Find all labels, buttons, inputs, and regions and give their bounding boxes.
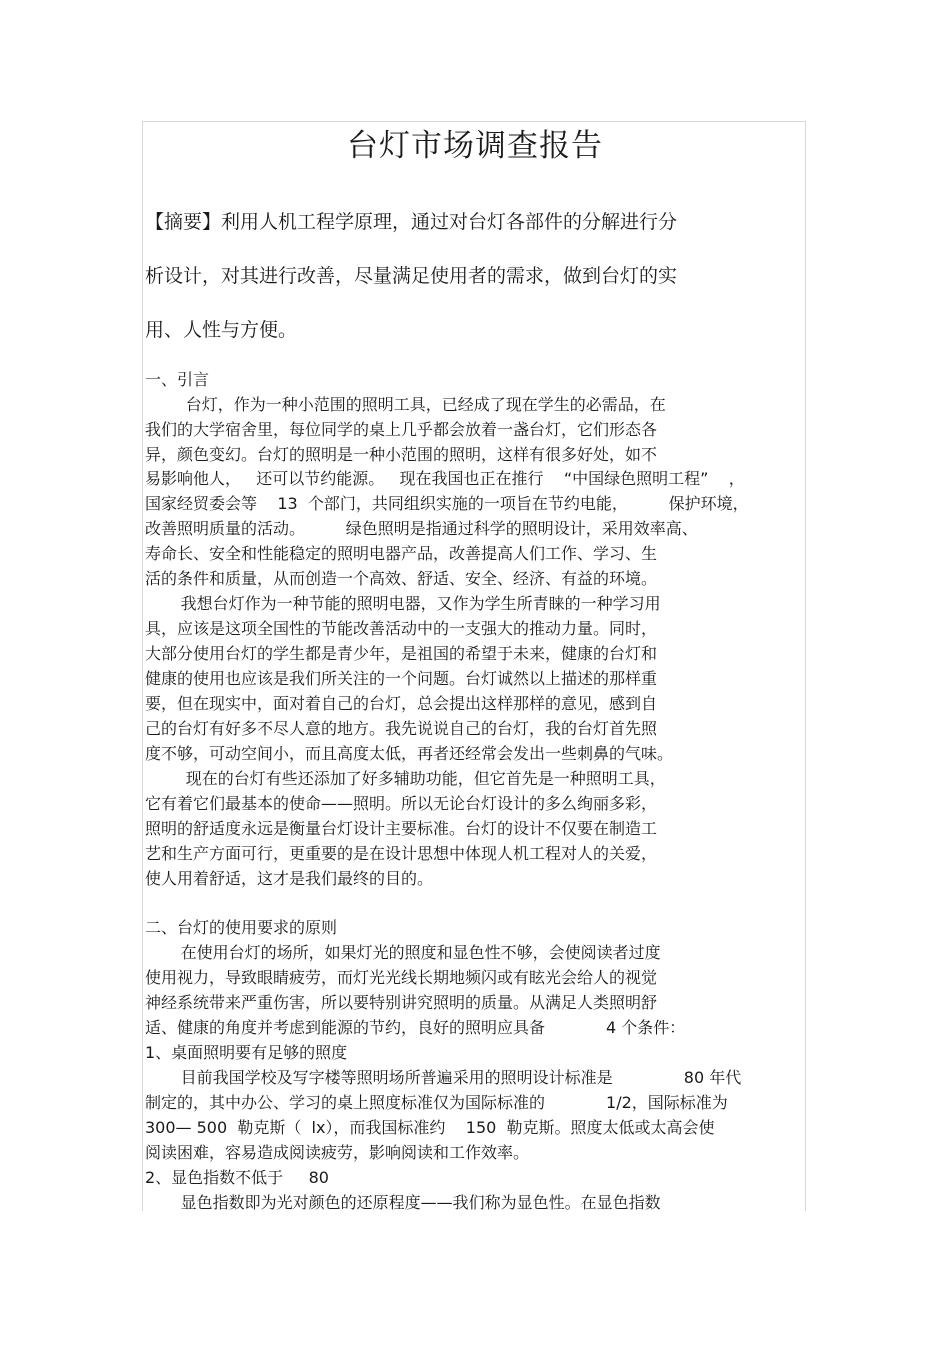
body-line: 使人用着舒适，这才是我们最终的目的。 [145,869,434,888]
body-line: 我想台灯作为一种节能的照明电器，又作为学生所青睐的一种学习用 [145,594,661,613]
body-line: 健康的使用也应该是我们所关注的一个问题。台灯诚然以上描述的那样重 [145,669,658,688]
body-line: 300— 500 勒克斯（ lx），而我国标准约 150 勒克斯。照度太低或太高会使 [145,1118,715,1137]
body-line: 目前我国学校及写字楼等照明场所普遍采用的照明设计标准是 80 年代 [145,1068,742,1087]
body-line: 度不够，可动空间小，而且高度太低，再者还经常会发出一些刺鼻的气味。 [145,744,674,763]
body-line: 神经系统带来严重伤害，所以要特别讲究照明的质量。从满足人类照明舒 [145,993,658,1012]
body-line: 在使用台灯的场所，如果灯光的照度和显色性不够，会使阅读者过度 [145,943,661,962]
abstract-line: 用、人性与方便。 [145,319,298,341]
body-line: 适、健康的角度并考虑到能源的节约，良好的照明应具备 4 个条件： [145,1018,686,1037]
subsection-heading-illuminance: 1、桌面照明要有足够的照度 [145,1043,348,1062]
body-line: 己的台灯有好多不尽人意的地方。我先说说自己的台灯，我的台灯首先照 [145,719,658,738]
body-line: 大部分使用台灯的学生都是青少年，是祖国的希望于未来，健康的台灯和 [145,644,658,663]
abstract-line: 【摘要】利用人机工程学原理，通过对台灯各部件的分解进行分 [145,211,678,233]
abstract [145,195,765,357]
body-line: 寿命长、安全和性能稳定的照明电器产品，改善提高人们工作、学习、生 [145,544,658,563]
body-line: 制定的，其中办公、学习的桌上照度标准仅为国际标准的 1/2，国际标准为 [145,1093,728,1112]
body-line: 艺和生产方面可行，更重要的是在设计思想中体现人机工程对人的关爱， [145,844,658,863]
body-line: 使用视力，导致眼睛疲劳，而灯光光线长期地频闪或有眩光会给人的视觉 [145,968,658,987]
abstract-line: 析设计，对其进行改善，尽量满足使用者的需求，做到台灯的实 [145,265,678,287]
body-line: 活的条件和质量，从而创造一个高效、舒适、安全、经济、有益的环境。 [145,569,658,588]
body-line: 国家经贸委会等 13 个部门，共同组织实施的一项旨在节约电能， 保护环境， [145,494,749,513]
subsection-heading-color-rendering: 2、显色指数不低于 80 [145,1168,329,1187]
section-heading-principles: 二、台灯的使用要求的原则 [145,918,338,937]
body-line: 阅读困难，容易造成阅读疲劳，影响阅读和工作效率。 [145,1143,530,1162]
body-line: 现在的台灯有些还添加了好多辅助功能，但它首先是一种照明工具， [145,769,666,788]
body-line: 它有着它们最基本的使命——照明。所以无论台灯设计的多么绚丽多彩， [145,794,658,813]
body-line: 改善照明质量的活动。 绿色照明是指通过科学的照明设计，采用效率高、 [145,519,698,538]
body-line: 显色指数即为光对颜色的还原程度——我们称为显色性。在显色指数 [145,1193,661,1212]
section-heading-introduction: 一、引言 [145,370,210,389]
body-line: 我们的大学宿舍里，每位同学的桌上几乎都会放着一盏台灯，它们形态各 [145,420,658,439]
body-line: 台灯，作为一种小范围的照明工具，已经成了现在学生的必需品，在 [145,395,666,414]
body-line: 具，应该是这项全国性的节能改善活动中的一支强大的推动力量。同时， [145,619,658,638]
body-line: 易影响他人， 还可以节约能源。 现在我国也正在推行 “中国绿色照明工程” ， [145,469,745,488]
document-title: 台灯市场调查报告 [347,128,603,164]
body-line: 要，但在现实中，面对着自己的台灯，总会提出这样那样的意见，感到自 [145,694,658,713]
body-line: 照明的舒适度永远是衡量台灯设计主要标准。台灯的设计不仅要在制造工 [145,819,658,838]
body-line: 异，颜色变幻。台灯的照明是一种小范围的照明，这样有很多好处，如不 [145,445,658,464]
